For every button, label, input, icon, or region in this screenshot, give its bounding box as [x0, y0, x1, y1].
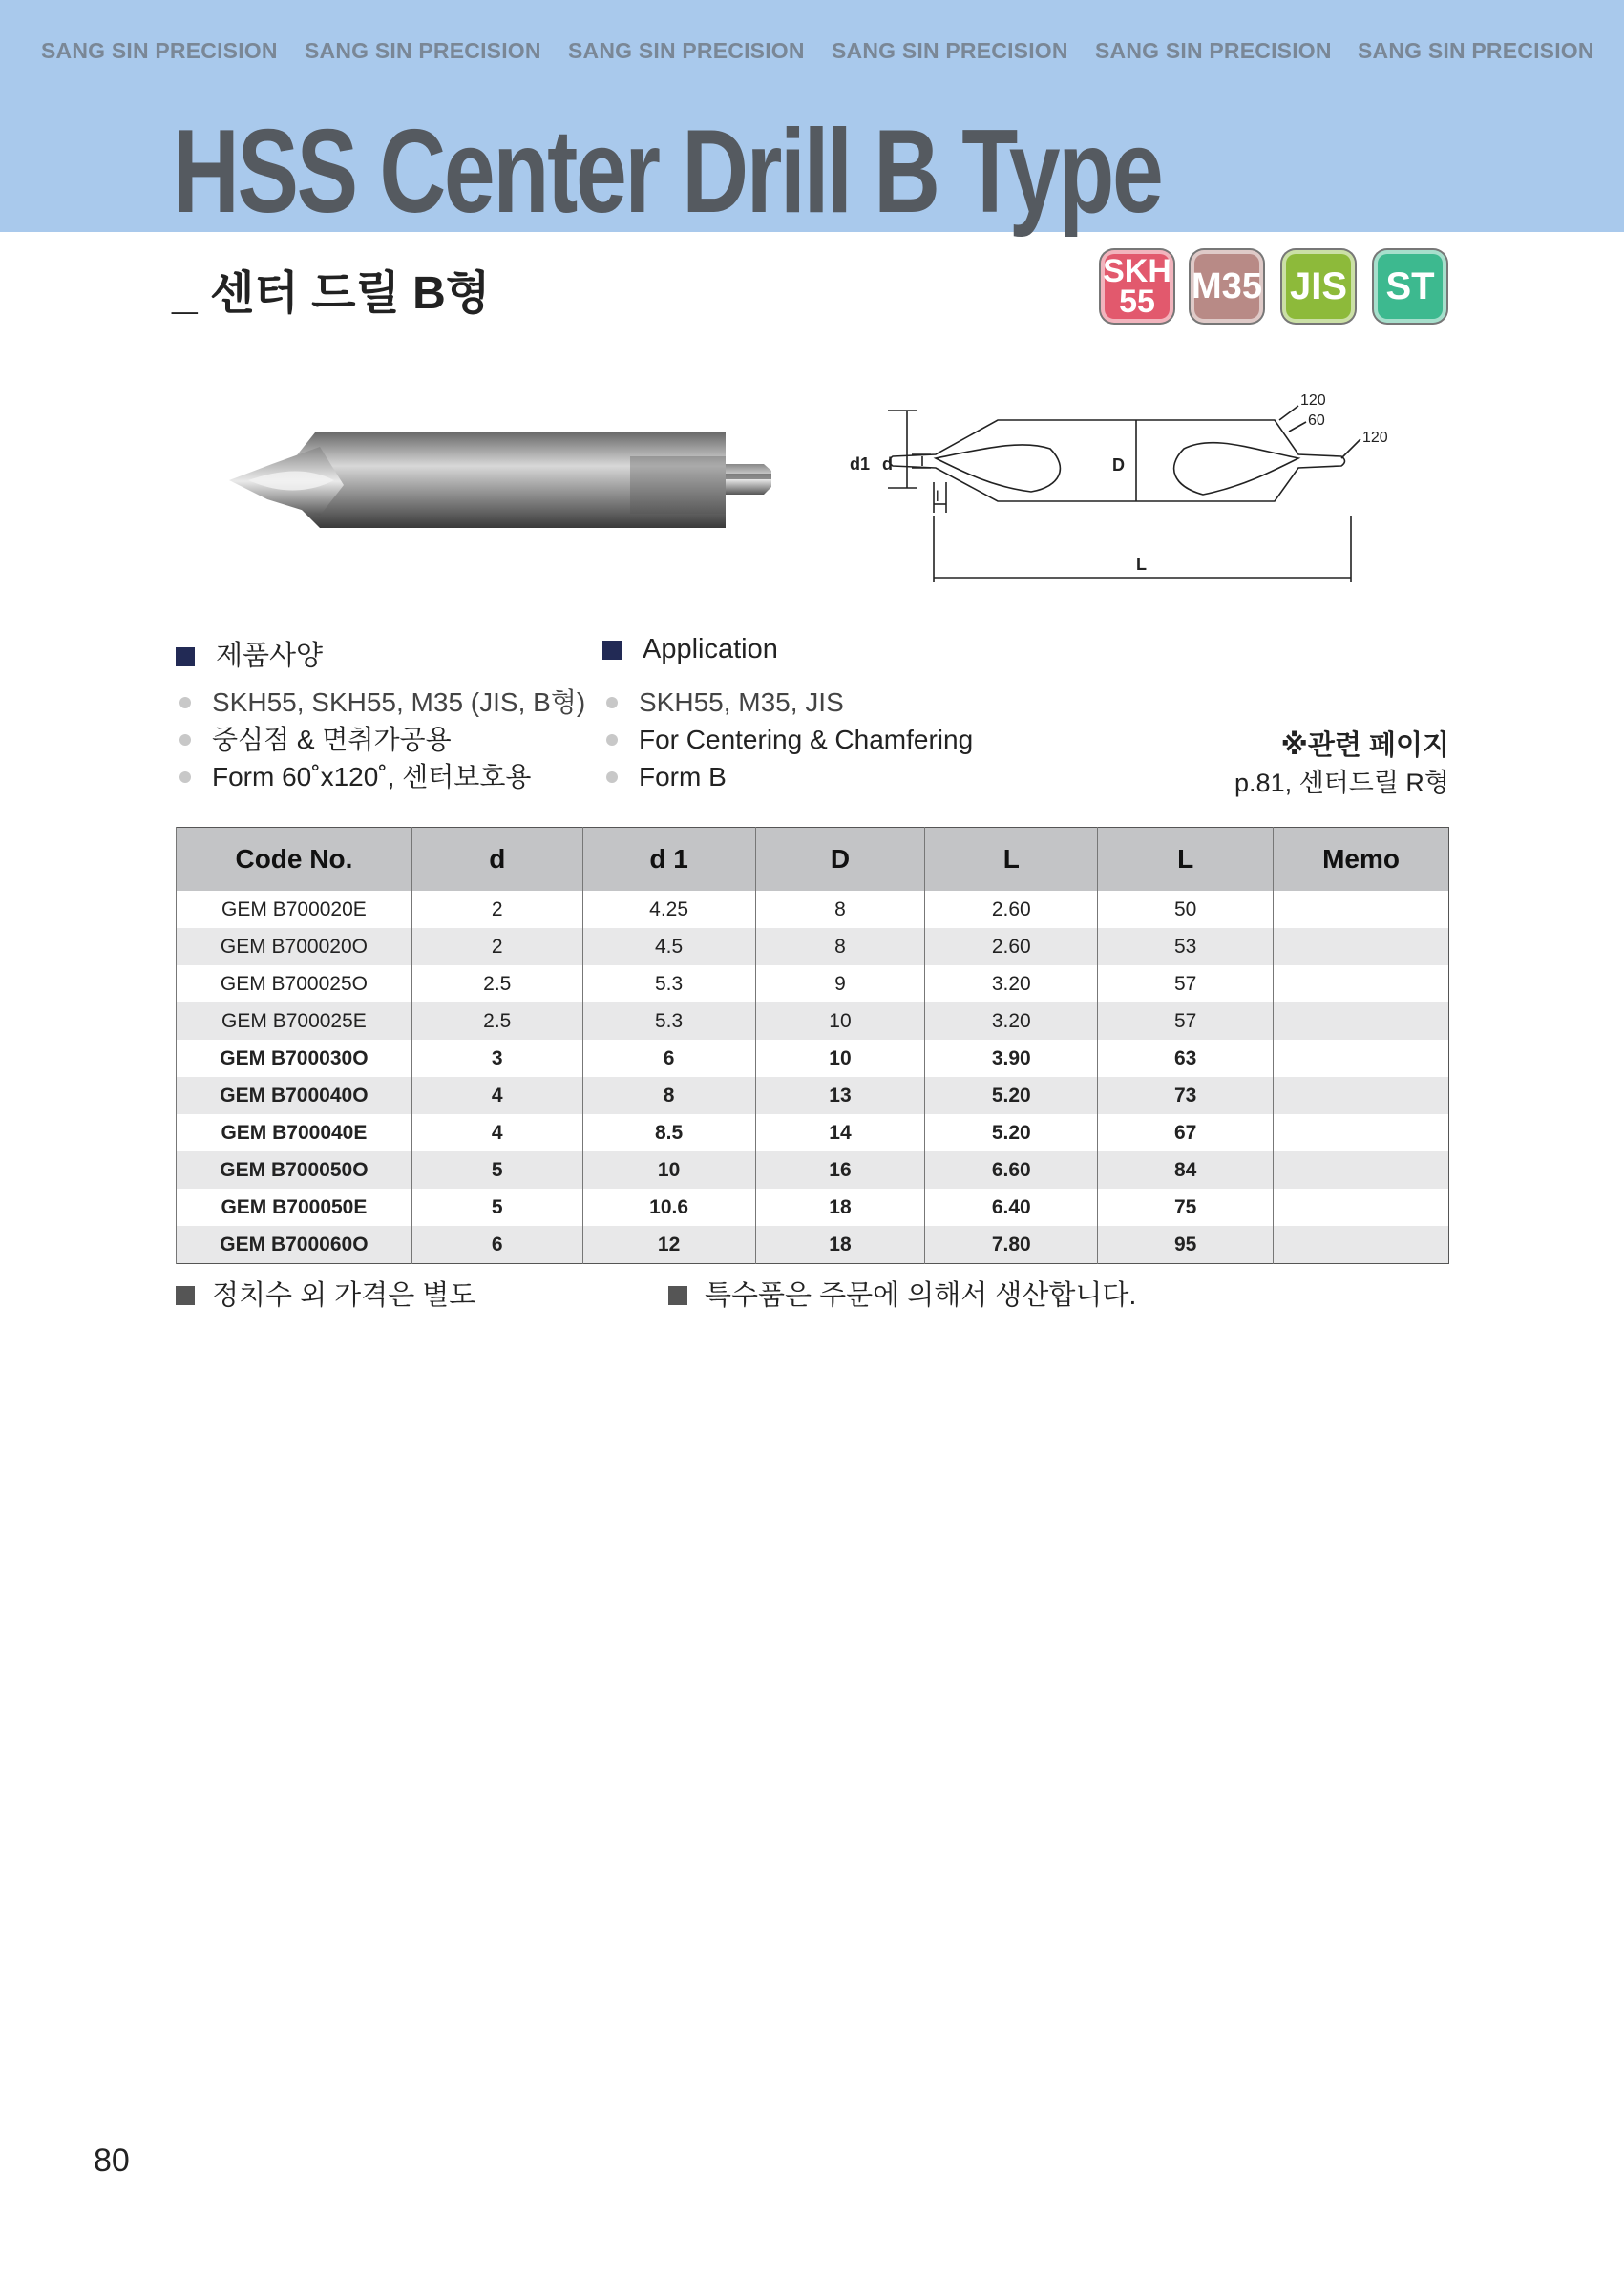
cell-L: 95 [1098, 1226, 1274, 1264]
related-pages [1234, 724, 1449, 799]
cell-L: 84 [1098, 1151, 1274, 1189]
brand-label: SANG SIN PRECISION [305, 38, 541, 63]
cell-l: 2.60 [925, 891, 1098, 928]
cell-d: 2 [411, 891, 582, 928]
table-row [177, 1002, 1449, 1040]
cell-D: 10 [755, 1002, 925, 1040]
spec-en-item: SKH55, M35, JIS [639, 687, 844, 717]
spec-ko-item: Form 60˚x120˚, 센터보호용 [212, 762, 532, 791]
square-bullet-icon [176, 1286, 195, 1305]
cell-L: 73 [1098, 1077, 1274, 1114]
badge-jis: JIS [1282, 250, 1355, 323]
table-row [177, 891, 1449, 928]
bullet-icon [179, 771, 191, 783]
cell-code: GEM B700050E [177, 1189, 412, 1226]
cell-d: 4 [411, 1114, 582, 1151]
spec-en-list [606, 684, 973, 795]
brand-label: SANG SIN PRECISION [41, 38, 278, 63]
list-item [606, 758, 973, 795]
badge-skh-line2: 55 [1119, 284, 1155, 320]
col-header-D: D [755, 828, 925, 892]
list-item [606, 684, 973, 721]
related-title: ※관련 페이지 [1280, 730, 1449, 761]
cell-d: 6 [411, 1226, 582, 1264]
cell-d: 3 [411, 1040, 582, 1077]
spec-en-heading [602, 634, 778, 665]
cell-code: GEM B700040E [177, 1114, 412, 1151]
cell-code: GEM B700030O [177, 1040, 412, 1077]
badge-skh55 [1101, 250, 1173, 323]
badge-st: ST [1374, 250, 1446, 323]
cell-D: 8 [755, 928, 925, 965]
bullet-icon [606, 697, 618, 708]
cell-d: 5 [411, 1151, 582, 1189]
label-L: L [1136, 555, 1147, 574]
label-D: D [1112, 455, 1125, 475]
cell-code: GEM B700060O [177, 1226, 412, 1264]
technical-diagram [840, 382, 1432, 592]
brand-label: SANG SIN PRECISION [832, 38, 1068, 63]
cell-d: 2.5 [411, 1002, 582, 1040]
cell-d1: 8.5 [582, 1114, 755, 1151]
table-row [177, 1040, 1449, 1077]
table-row [177, 1151, 1449, 1189]
cell-code: GEM B700020O [177, 928, 412, 965]
brand-label: SANG SIN PRECISION [1095, 38, 1332, 63]
note-price-text: 정치수 외 가격은 별도 [212, 1280, 476, 1311]
related-page-link[interactable]: p.81, 센터드릴 R형 [1234, 769, 1449, 797]
brand-label: SANG SIN PRECISION [1358, 38, 1594, 63]
square-bullet-icon [602, 641, 622, 660]
cell-code: GEM B700025O [177, 965, 412, 1002]
page-number: 80 [94, 2142, 130, 2179]
table-row [177, 1189, 1449, 1226]
cell-L: 57 [1098, 965, 1274, 1002]
label-angle-60: 60 [1308, 412, 1325, 429]
square-bullet-icon [668, 1286, 687, 1305]
cell-D: 16 [755, 1151, 925, 1189]
cell-l: 6.40 [925, 1189, 1098, 1226]
cell-l: 6.60 [925, 1151, 1098, 1189]
list-item [606, 721, 973, 758]
cell-L: 50 [1098, 891, 1274, 928]
cell-memo [1274, 1151, 1449, 1189]
cell-memo [1274, 928, 1449, 965]
cell-d: 4 [411, 1077, 582, 1114]
table-header-row [177, 828, 1449, 892]
cell-L: 63 [1098, 1040, 1274, 1077]
cell-d1: 5.3 [582, 1002, 755, 1040]
cell-memo [1274, 1077, 1449, 1114]
note-custom-order-text: 특수품은 주문에 의해서 생산합니다. [705, 1280, 1137, 1311]
label-d: d [882, 454, 893, 474]
cell-l: 5.20 [925, 1077, 1098, 1114]
table-row [177, 965, 1449, 1002]
cell-memo [1274, 1189, 1449, 1226]
cell-d: 2.5 [411, 965, 582, 1002]
label-angle-120-right: 120 [1362, 430, 1388, 446]
label-d1: d1 [850, 454, 871, 474]
spec-ko-list [179, 684, 585, 795]
col-header-L: L [1098, 828, 1274, 892]
cell-d1: 12 [582, 1226, 755, 1264]
cell-D: 18 [755, 1189, 925, 1226]
cell-l: 5.20 [925, 1114, 1098, 1151]
cell-d1: 10.6 [582, 1189, 755, 1226]
cell-L: 53 [1098, 928, 1274, 965]
note-custom-order [668, 1274, 1136, 1313]
cell-code: GEM B700040O [177, 1077, 412, 1114]
cell-L: 67 [1098, 1114, 1274, 1151]
cell-code: GEM B700050O [177, 1151, 412, 1189]
cell-D: 13 [755, 1077, 925, 1114]
spec-ko-heading-text: 제품사양 [216, 641, 324, 671]
cell-D: 9 [755, 965, 925, 1002]
page-subtitle: _ 센터 드릴 B형 [172, 268, 491, 319]
cell-d1: 4.25 [582, 891, 755, 928]
cell-l: 3.20 [925, 1002, 1098, 1040]
page-title: HSS Center Drill B Type [173, 106, 1162, 238]
spec-en-item: For Centering & Chamfering [639, 725, 974, 754]
cell-D: 14 [755, 1114, 925, 1151]
cell-d1: 4.5 [582, 928, 755, 965]
center-drill-photo [229, 428, 783, 538]
cell-D: 8 [755, 891, 925, 928]
cell-d: 2 [411, 928, 582, 965]
cell-L: 75 [1098, 1189, 1274, 1226]
cell-l: 3.20 [925, 965, 1098, 1002]
cell-memo [1274, 1002, 1449, 1040]
table-row [177, 1226, 1449, 1264]
col-header-d1: d 1 [582, 828, 755, 892]
cell-d1: 8 [582, 1077, 755, 1114]
col-header-d: d [411, 828, 582, 892]
cell-code: GEM B700020E [177, 891, 412, 928]
square-bullet-icon [176, 647, 195, 666]
table-row [177, 1077, 1449, 1114]
spec-en-heading-text: Application [643, 634, 778, 664]
spec-en-item: Form B [639, 762, 727, 791]
spec-ko-heading [176, 634, 323, 673]
bullet-icon [606, 734, 618, 746]
cell-memo [1274, 1040, 1449, 1077]
col-header-memo: Memo [1274, 828, 1449, 892]
list-item [179, 721, 585, 758]
bullet-icon [179, 697, 191, 708]
cell-d: 5 [411, 1189, 582, 1226]
brand-label: SANG SIN PRECISION [568, 38, 805, 63]
cell-code: GEM B700025E [177, 1002, 412, 1040]
cell-l: 2.60 [925, 928, 1098, 965]
bullet-icon [179, 734, 191, 746]
cell-d1: 10 [582, 1151, 755, 1189]
cell-L: 57 [1098, 1002, 1274, 1040]
spec-ko-item: SKH55, SKH55, M35 (JIS, B형) [212, 687, 586, 717]
spec-ko-item: 중심점 & 면취가공용 [212, 725, 452, 754]
brand-row [0, 38, 1624, 67]
badge-skh-line1: SKH [1103, 252, 1171, 289]
cell-l: 7.80 [925, 1226, 1098, 1264]
cell-memo [1274, 1226, 1449, 1264]
list-item [179, 684, 585, 721]
cell-memo [1274, 1114, 1449, 1151]
badge-m35: M35 [1191, 250, 1263, 323]
cell-D: 10 [755, 1040, 925, 1077]
cell-l: 3.90 [925, 1040, 1098, 1077]
note-price [176, 1274, 475, 1313]
col-header-code: Code No. [177, 828, 412, 892]
spec-table [176, 827, 1449, 1264]
list-item [179, 758, 585, 795]
cell-memo [1274, 891, 1449, 928]
table-row [177, 928, 1449, 965]
cell-d1: 6 [582, 1040, 755, 1077]
bullet-icon [606, 771, 618, 783]
table-row [177, 1114, 1449, 1151]
label-angle-120-top: 120 [1300, 392, 1326, 409]
label-l: l [936, 489, 939, 505]
cell-d1: 5.3 [582, 965, 755, 1002]
cell-memo [1274, 965, 1449, 1002]
cell-D: 18 [755, 1226, 925, 1264]
col-header-l: L [925, 828, 1098, 892]
